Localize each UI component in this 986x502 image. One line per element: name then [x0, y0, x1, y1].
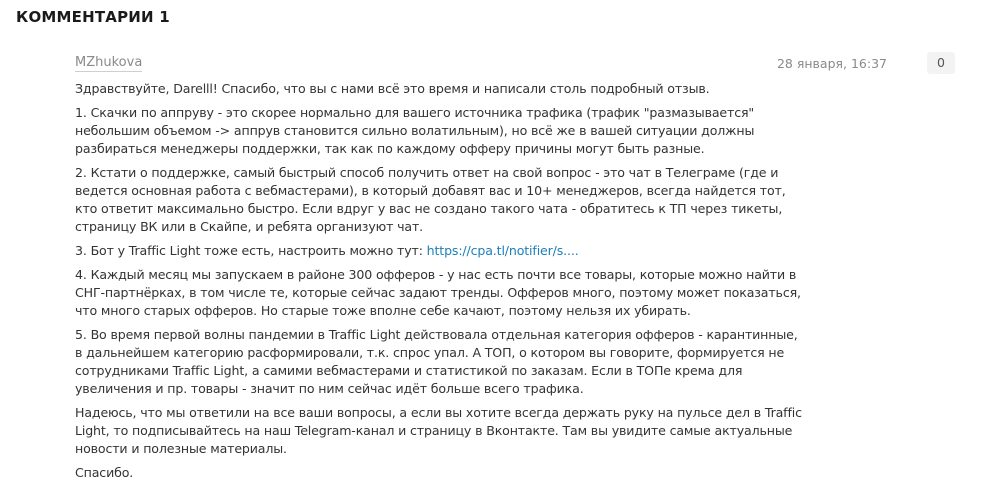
comment-paragraph-1: 1. Скачки по аппруву - это скорее нормально для вашего источника трафика (трафик "размазывается" небольшим объемом -> аппрув становится сильно волатильным), но всё же в вашей ситуации должны разбираться менеджеры поддержки, так как по каждому офферу причины могут быть разные.: [75, 105, 755, 156]
comment-author-link[interactable]: MZhukova: [75, 55, 143, 70]
comments-heading: КОММЕНТАРИИ 1: [16, 8, 170, 26]
comment-closing: Спасибо.: [75, 465, 134, 480]
comment-item: [75, 52, 955, 488]
comment-paragraph-5: 5. Во время первой волны пандемии в Traffic Light действовала отдельная категория офферов - карантинные, в дальнейшем категорию расформировали, т.к. спрос упал. А ТОП, о котором вы говорите, формируется не сотрудниками Traffic Light, а самими вебмастерами и статистикой по заказам. Если в ТОПе крема для увеличения и пр. товары - значит по ним сейчас идёт больше всего трафика.: [75, 327, 798, 396]
comment-paragraph-3: [75, 242, 805, 260]
comment-rating-counter[interactable]: 0: [927, 52, 955, 74]
comment-timestamp: 28 января, 16:37: [776, 56, 887, 71]
comment-paragraph-2: 2. Кстати о поддержке, самый быстрый способ получить ответ на свой вопрос - это чат в Телеграме (где и ведется основная работа с вебмастерами), в который добавят вас и 10+ менеджеров, всегда найдется тот, кто ответит максимально быстро. Если вдруг у вас не создано такого чата - обратитесь к ТП через тикеты, страницу ВК или в Скайпе, и ребята организуют чат.: [75, 165, 786, 234]
comment-body: [75, 80, 805, 482]
notifier-link[interactable]: https://cpa.tl/notifier/s....: [426, 243, 579, 258]
comment-paragraph-4: 4. Каждый месяц мы запускаем в районе 300 офферов - у нас есть почти все товары, которые можно найти в СНГ-партнёрках, в том числе те, которые сейчас задают тренды. Офферов много, поэтому может показаться, что много старых офферов. Но старые тоже вполне себе качают, поэтому нельзя их убирать.: [75, 267, 801, 318]
comment-meta: [75, 52, 955, 76]
comment-paragraph-6: Надеюсь, что мы ответили на все ваши вопросы, а если вы хотите всегда держать руку на пульсе дел в Traffic Light, то подписывайтесь на наш Telegram-канал и страницу в Вконтакте. Там вы увидите самые актуальные новости и полезные материалы.: [75, 405, 802, 456]
comment-greeting: Здравствуйте, Darelll! Спасибо, что вы с нами всё это время и написали столь подробный отзыв.: [75, 81, 710, 96]
comment-paragraph-3-text: 3. Бот у Traffic Light тоже есть, настроить можно тут:: [75, 243, 427, 258]
